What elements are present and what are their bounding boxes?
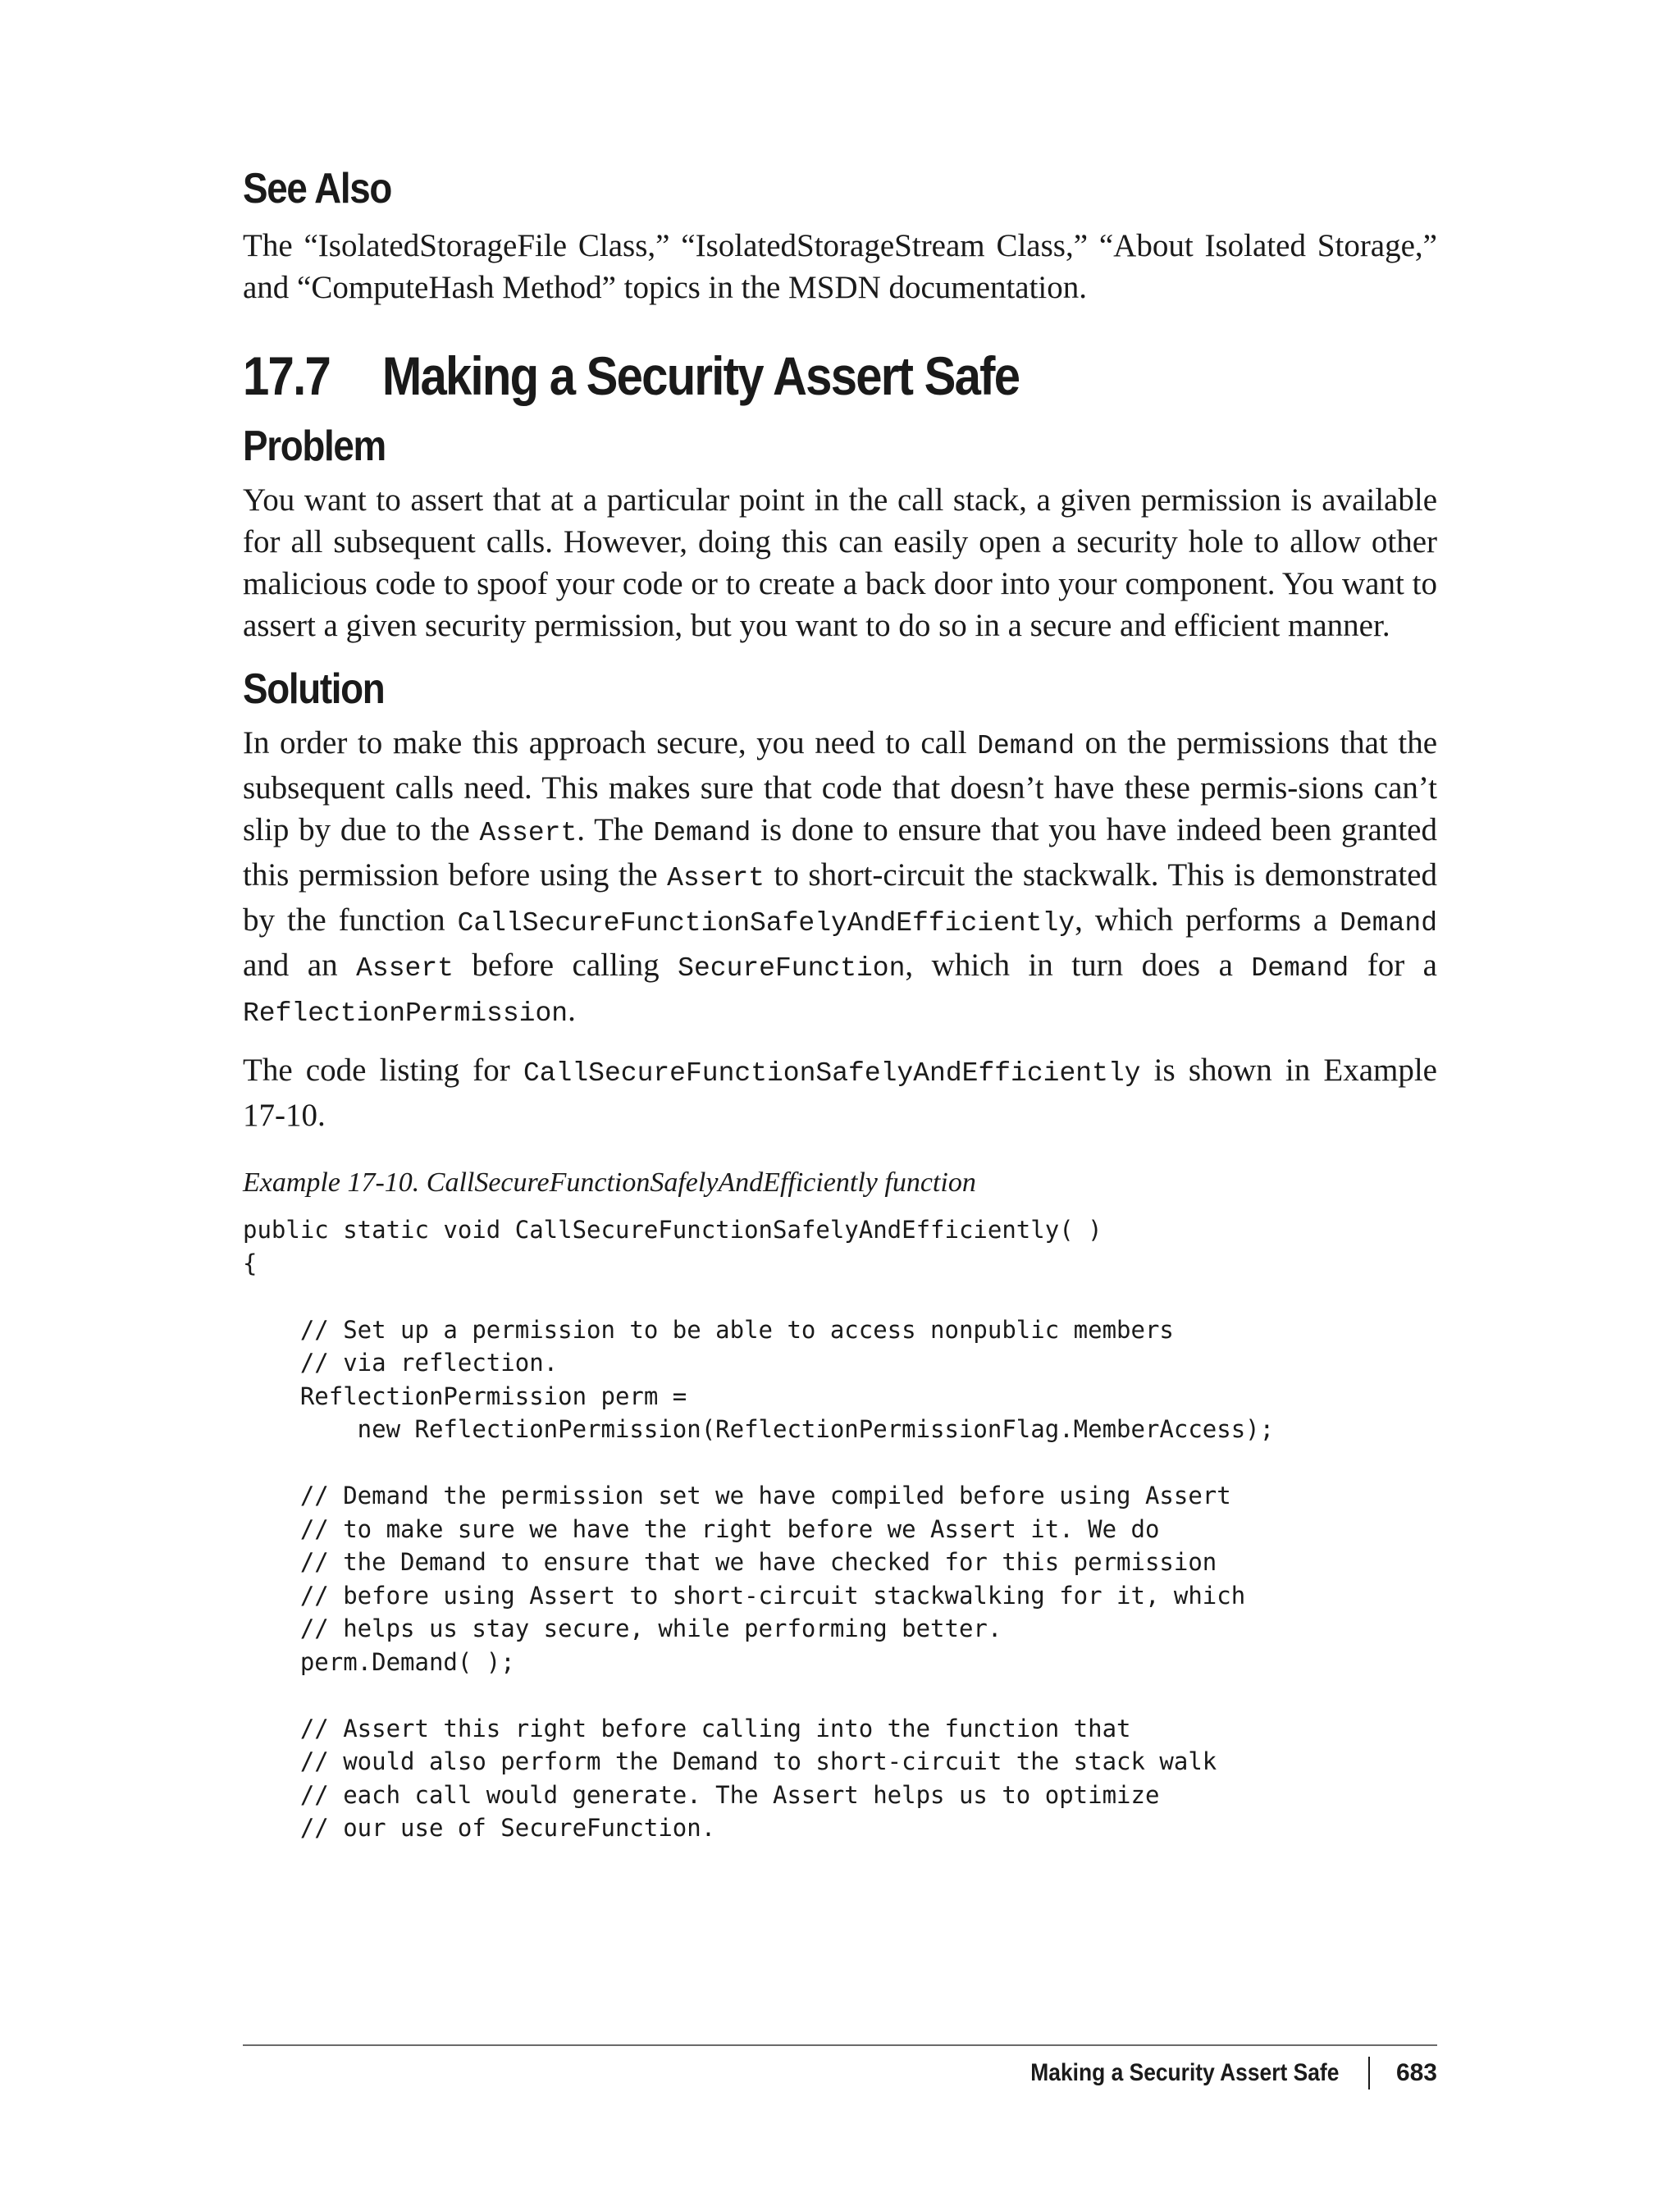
problem-text: You want to assert that at a particular point in the call stack, a given permission is available for all subsequent calls. However, doing this can easily open a security hole to allow other malicious code to spoof your code or to create a back door into your component. You want to assert a given security permission, but you want to do so in a secure and efficient manner. (243, 482, 1437, 643)
code-demand: Demand (653, 818, 751, 848)
code-listing: public static void CallSecureFunctionSafelyAndEfficiently( ) { // Set up a permission to be able to access nonpublic members // via reflection. ReflectionPermission perm = new ReflectionPermission(ReflectionPermissionFlag.MemberAccess); // Demand the permission set we have compiled before using Assert // to make sure we have the right before we Assert it. We do // the Demand to ensure that we have checked for this permission // before using Assert to short-circuit stackwalking for it, which // helps us stay secure, while performing better. perm.Demand( ); // Assert this right before calling into the function that // would also perform the Demand to short-circuit the stack walk // each call would generate. The Assert helps us to optimize // our use of SecureFunction. (243, 1216, 1275, 1842)
running-title: Making a Security Assert Safe (1029, 2059, 1339, 2086)
example-caption: Example 17-10. CallSecureFunctionSafelyAndEfficiently function (243, 1167, 976, 1198)
problem-heading: Problem (243, 422, 386, 470)
code-demand: Demand (977, 731, 1075, 761)
solution-heading: Solution (243, 665, 385, 713)
solution-paragraph-2: The code listing for CallSecureFunctionSafelyAndEfficiently is shown in Example 17-10. (243, 1053, 1437, 1133)
code-function-name: CallSecureFunctionSafelyAndEfficiently (523, 1058, 1141, 1089)
see-also-heading: See Also (243, 165, 392, 212)
see-also-text: The “IsolatedStorageFile Class,” “IsolatedStorageStream Class,” “About Isolated Storage,” and “ComputeHash Method” topics in the MSDN documentation. (243, 228, 1437, 305)
footer-divider (243, 2044, 1437, 2046)
section-title (243, 345, 1294, 407)
code-assert: Assert (479, 818, 578, 848)
page-number: 683 (1395, 2059, 1437, 2086)
footer-separator (1368, 2057, 1370, 2090)
code-assert: Assert (356, 953, 454, 984)
section-number: 17.7 (243, 345, 331, 406)
code-secure-function: SecureFunction (678, 953, 906, 984)
code-function-name: CallSecureFunctionSafelyAndEfficiently (457, 908, 1075, 939)
solution-paragraph-1: In order to make this approach secure, you need to call Demand on the permissions that the subsequent calls need. This makes sure that code that doesn’t have these permis-sions can’t slip by due to the Assert. The Demand is done to ensure that you have indeed been granted this permission before using the Assert to short-circuit the stackwalk. This is demonstrated by the function CallSecureFunctionSafelyAndEfficiently, which performs a Demand and an Assert before calling SecureFunction, which in turn does a Demand for a ReflectionPermission. (243, 725, 1438, 1029)
code-demand: Demand (1340, 908, 1437, 939)
section-title-text: Making a Security Assert Safe (381, 345, 1020, 406)
page-footer (243, 2057, 1437, 2090)
code-assert: Assert (667, 863, 765, 893)
code-demand: Demand (1251, 953, 1349, 984)
code-reflection-permission: ReflectionPermission (243, 998, 568, 1029)
page-content (243, 164, 1437, 1845)
